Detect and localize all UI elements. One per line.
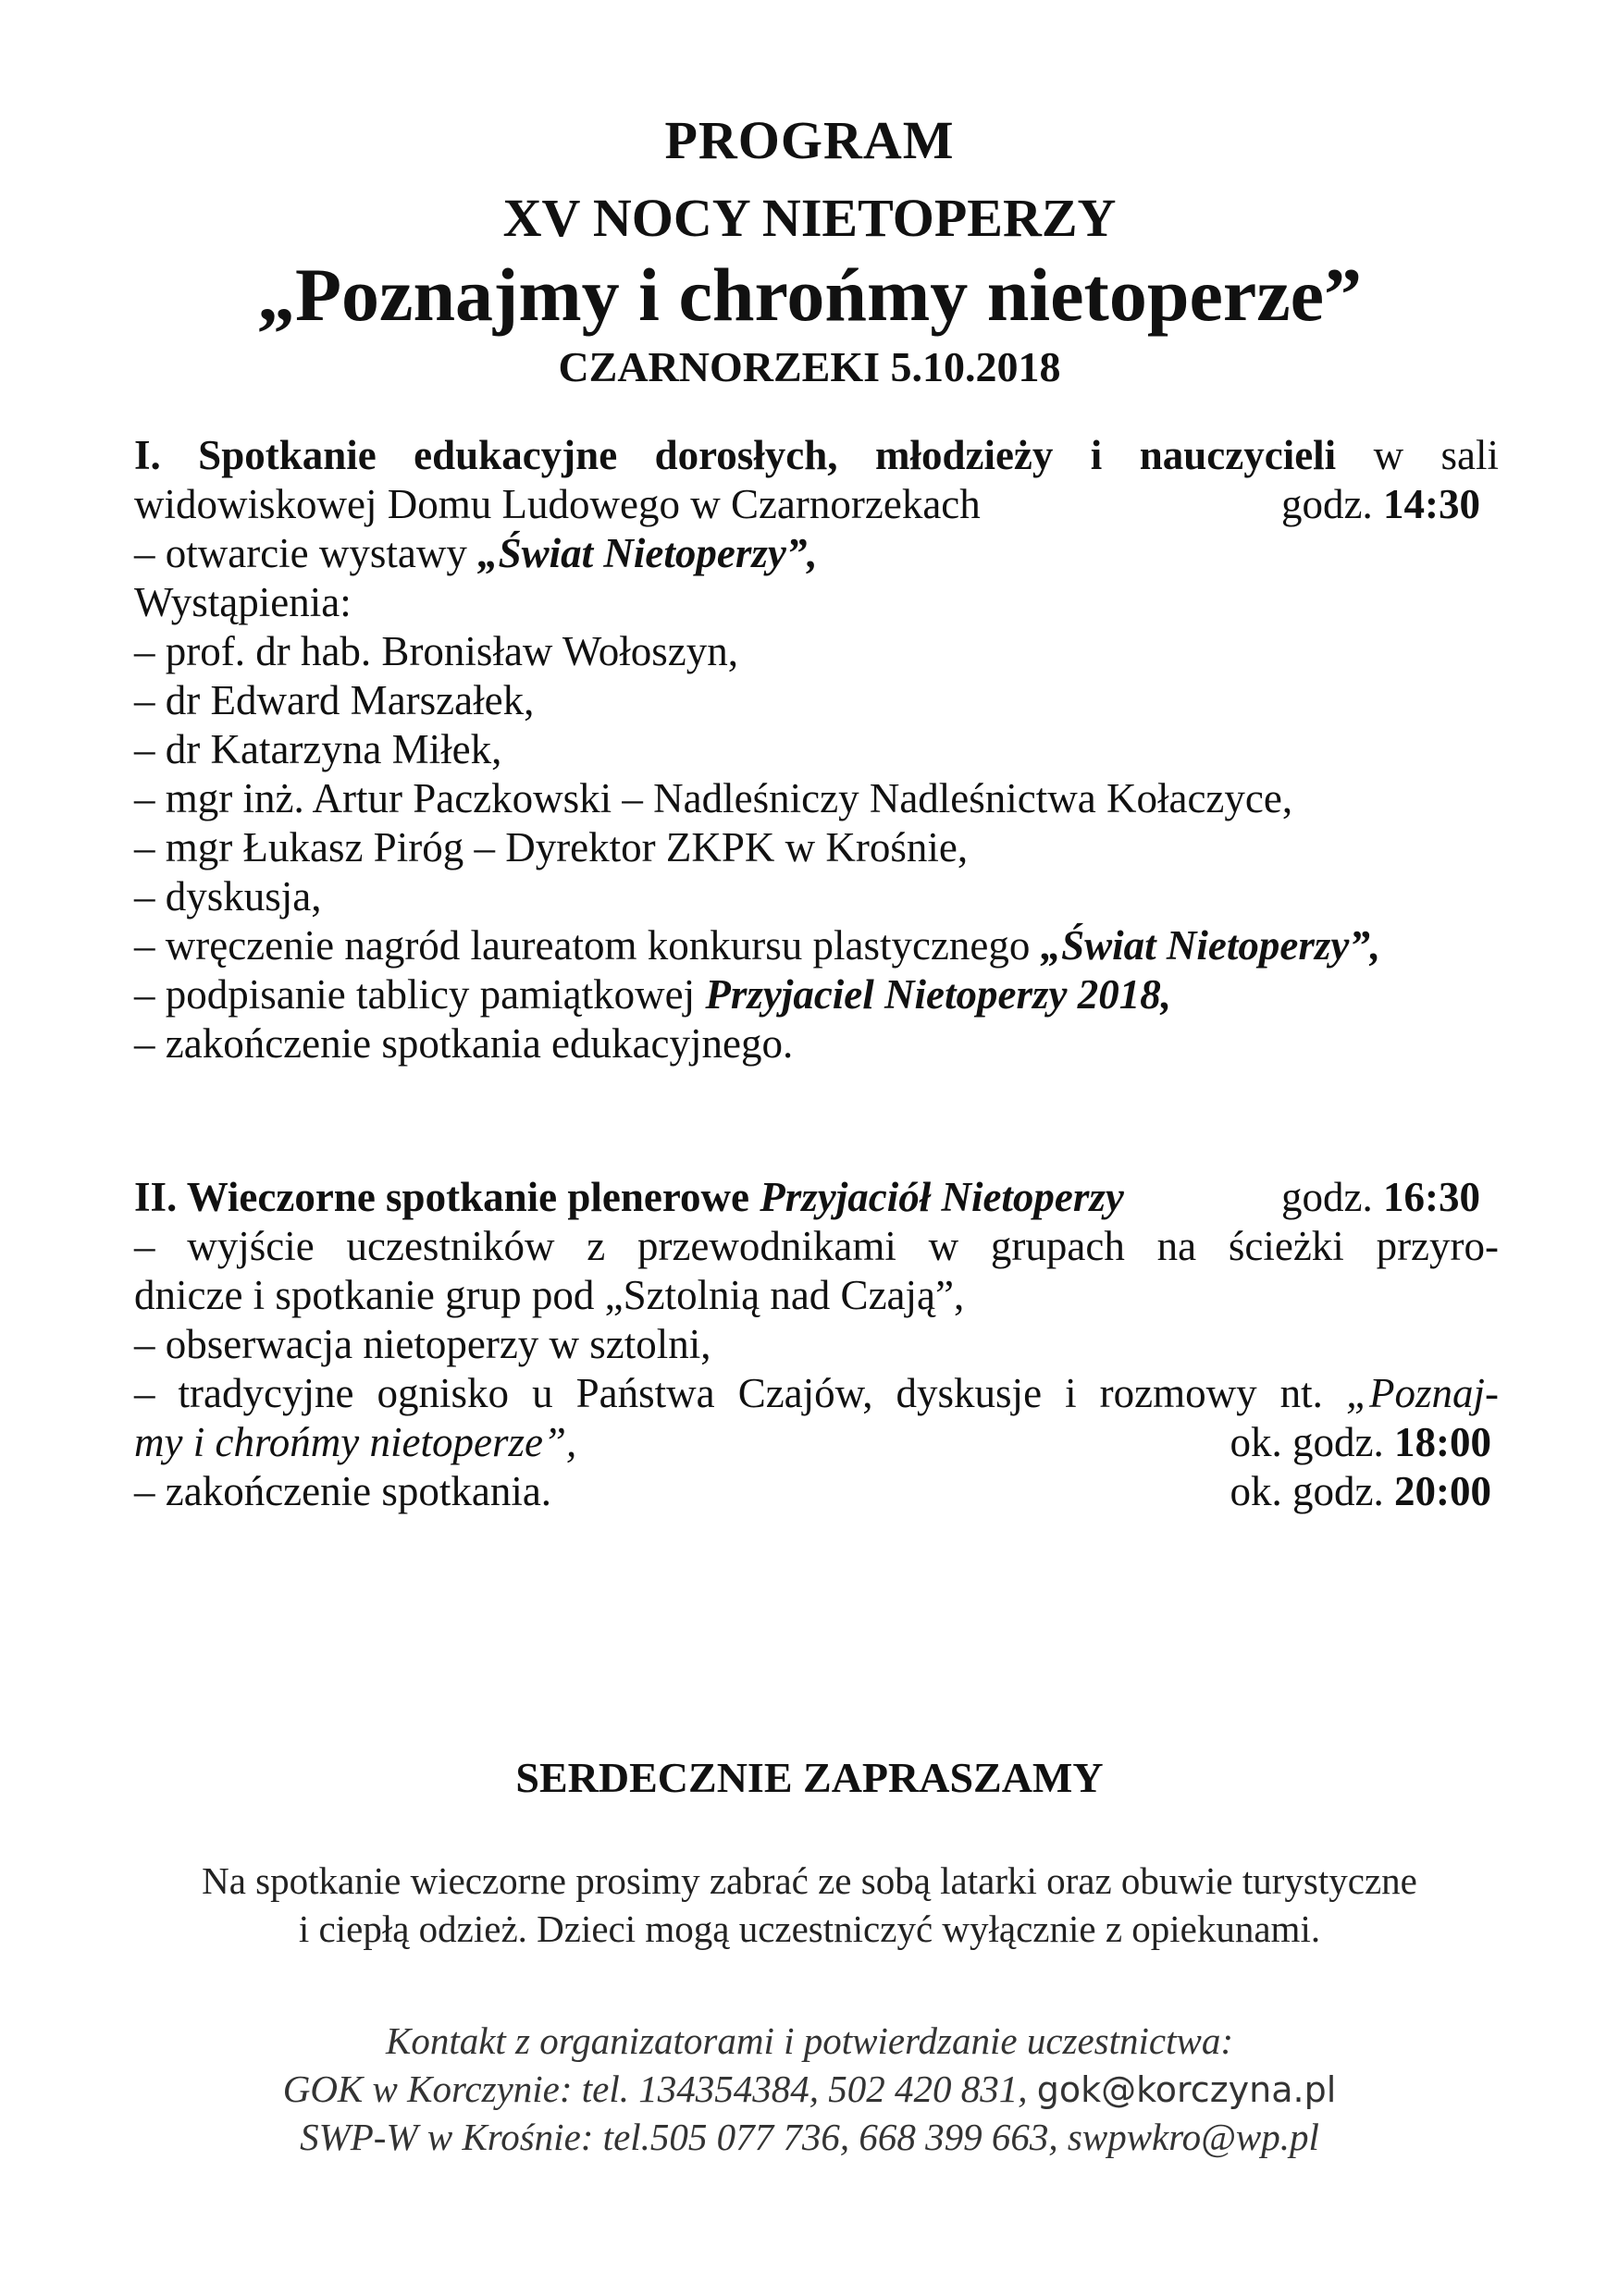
- section-2-heading-italic: Przyjaciół Nietoperzy: [760, 1174, 1124, 1220]
- section-1-heading: [134, 431, 1499, 480]
- invitation: SERDECZNIE ZAPRASZAMY: [515, 1754, 1104, 1801]
- bonfire-line-1: – tradycyjne ognisko u Państwa Czajów, dyskusje i rozmowy nt. „Poznaj-: [134, 1370, 1499, 1416]
- walk-line-2: dnicze i spotkanie grup pod „Sztolnią nad Czają”,: [134, 1272, 965, 1318]
- opening-item: – otwarcie wystawy „Świat Nietoperzy”,: [134, 530, 818, 576]
- title-program: PROGRAM: [664, 110, 955, 170]
- gok-email-link[interactable]: gok@korczyna.pl: [1036, 2069, 1337, 2110]
- title-motto: „Poznajmy i chrońmy nietoperze”: [256, 253, 1363, 337]
- list-item: – dr Edward Marszałek,: [134, 677, 535, 723]
- section-1: [134, 431, 1499, 1068]
- list-item: – prof. dr hab. Bronisław Wołoszyn,: [134, 628, 738, 674]
- bonfire-line-2: my i chrońmy nietoperze”, ok. godz. 18:00: [134, 1419, 1491, 1465]
- end-item: – zakończenie spotkania. ok. godz. 20:00: [134, 1468, 1491, 1514]
- list-item: – mgr inż. Artur Paczkowski – Nadleśniczy Nadleśnictwa Kołaczyce,: [134, 775, 1293, 821]
- closing-item: – zakończenie spotkania edukacyjnego.: [134, 1020, 794, 1067]
- observation-item: – obserwacja nietoperzy w sztolni,: [134, 1321, 711, 1367]
- section-2-time: godz. 16:30: [1281, 1174, 1480, 1220]
- section-1-heading-bold: I. Spotkanie edukacyjne dorosłych, młodzieży i nauczycieli: [134, 432, 1337, 478]
- place-date: CZARNORZEKI 5.10.2018: [558, 343, 1061, 390]
- venue-text: widowiskowej Domu Ludowego w Czarnorzekach: [134, 481, 981, 527]
- note-line-1: Na spotkanie wieczorne prosimy zabrać ze sobą latarki oraz obuwie turystyczne: [202, 1859, 1417, 1902]
- section-1-time: godz. 14:30: [1281, 481, 1480, 527]
- bonfire-time: ok. godz. 18:00: [1230, 1419, 1491, 1465]
- speeches-label: Wystąpienia:: [134, 579, 352, 625]
- title-edition: XV NOCY NIETOPERZY: [502, 188, 1117, 248]
- end-time: ok. godz. 20:00: [1230, 1468, 1491, 1514]
- contact-swpw: SWP-W w Krośnie: tel.505 077 736, 668 399 663, swpwkro@wp.pl: [300, 2116, 1319, 2158]
- awards-item: – wręczenie nagród laureatom konkursu plastycznego „Świat Nietoperzy”,: [134, 922, 1381, 969]
- contact-heading: Kontakt z organizatorami i potwierdzanie uczestnictwa:: [385, 2019, 1234, 2062]
- contest-title: „Świat Nietoperzy”,: [1040, 922, 1381, 969]
- plaque-title: Przyjaciel Nietoperzy 2018,: [705, 971, 1171, 1018]
- exhibition-title: „Świat Nietoperzy”,: [477, 530, 818, 576]
- section-1-heading-rest: w sali: [1373, 432, 1499, 478]
- section-2-heading: [134, 1173, 1499, 1222]
- contact-gok: GOK w Korczynie: tel. 134354384, 502 420 831, gok@korczyna.pl: [282, 2068, 1337, 2110]
- walk-line-1: – wyjście uczestników z przewodnikami w grupach na ścieżki przyro-: [134, 1223, 1499, 1269]
- list-item: – mgr Łukasz Piróg – Dyrektor ZKPK w Krośnie,: [134, 824, 969, 870]
- section-2-heading-bold: II. Wieczorne spotkanie plenerowe: [134, 1174, 749, 1220]
- section-1-venue-line: [134, 480, 1499, 529]
- plaque-item: – podpisanie tablicy pamiątkowej Przyjaciel Nietoperzy 2018,: [134, 971, 1171, 1018]
- list-item: – dyskusja,: [134, 873, 322, 920]
- note-line-2: i ciepłą odzież. Dzieci mogą uczestniczyć wyłącznie z opiekunami.: [298, 1907, 1321, 1950]
- list-item: – dr Katarzyna Miłek,: [134, 726, 502, 772]
- section-2: [134, 1173, 1499, 1516]
